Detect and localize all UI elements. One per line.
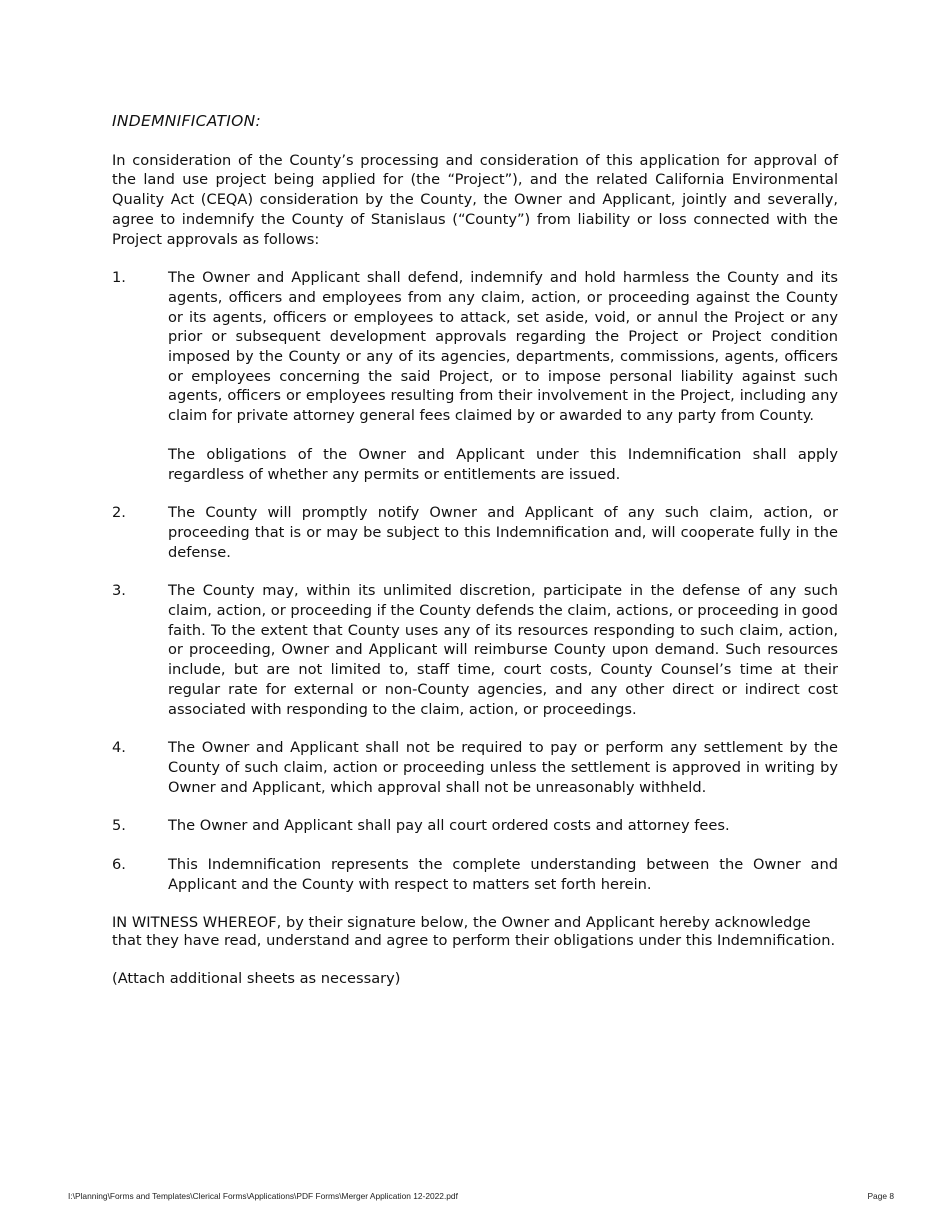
witness-paragraph: IN WITNESS WHEREOF, by their signature below, the Owner and Applicant hereby acknowledge that they have read, understand and agree to perform their obligations under this Indemnification. xyxy=(112,913,836,949)
list-item-3 xyxy=(112,581,838,719)
list-item-number: 3. xyxy=(112,582,126,600)
footer-page-number: Page 8 xyxy=(867,1191,894,1201)
list-item-number: 4. xyxy=(112,739,126,757)
list-item-4 xyxy=(112,738,838,797)
list-item-paragraph: This Indemnification represents the complete understanding between the Owner and Applicant and the County with respect to matters set forth herein. xyxy=(168,856,838,893)
list-item-paragraph: The Owner and Applicant shall defend, indemnify and hold harmless the County and its agents, officers and employees from any claim, action, or proceeding against the County or its agents, officers or employees to attack, set aside, void, or annul the Project or any prior or subsequent development approvals regarding the Project or Project condition imposed by the County or any of its agencies, departments, commissions, agents, officers or employees concerning the said Project, or to impose personal liability against such agents, officers or employees resulting from their involvement in the Project, including any claim for private attorney general fees claimed by or awarded to any party from County. xyxy=(168,269,838,425)
list-item-body xyxy=(168,738,838,797)
list-item-body xyxy=(168,268,838,484)
list-item-number: 6. xyxy=(112,856,126,874)
document-page xyxy=(112,112,838,988)
list-item-1 xyxy=(112,268,838,484)
attach-note: (Attach additional sheets as necessary) xyxy=(112,969,401,987)
page-footer xyxy=(68,1191,894,1201)
list-item-paragraph: The Owner and Applicant shall not be required to pay or perform any settlement by the County of such claim, action or proceeding unless the settlement is approved in writing by Owner and Applicant, which approval shall not be unreasonably withheld. xyxy=(168,739,838,796)
list-item-5 xyxy=(112,816,838,836)
footer-file-path: I:\Planning\Forms and Templates\Clerical Forms\Applications\PDF Forms\Merger Application 12-2022.pdf xyxy=(68,1191,458,1201)
list-item-body xyxy=(168,816,838,836)
list-item-body xyxy=(168,503,838,562)
list-item-body xyxy=(168,581,838,719)
list-item-6 xyxy=(112,855,838,894)
list-item-paragraph: The County will promptly notify Owner and Applicant of any such claim, action, or proceeding that is or may be subject to this Indemnification and, will cooperate fully in the defense. xyxy=(168,504,838,561)
list-item-paragraph: The Owner and Applicant shall pay all court ordered costs and attorney fees. xyxy=(168,817,730,835)
list-item-paragraph: The obligations of the Owner and Applicant under this Indemnification shall apply regardless of whether any permits or entitlements are issued. xyxy=(168,445,838,483)
list-item-number: 1. xyxy=(112,269,126,287)
list-item-body xyxy=(168,855,838,894)
list-item-number: 2. xyxy=(112,504,126,522)
section-heading: INDEMNIFICATION: xyxy=(112,112,262,130)
list-item-2 xyxy=(112,503,838,562)
intro-paragraph: In consideration of the County’s processing and consideration of this application for approval of the land use project being applied for (the “Project”), and the related California Environmental Quality Act (CEQA) consideration by the County, the Owner and Applicant, jointly and severally, agree to indemnify the County of Stanislaus (“County”) from liability or loss connected with the Project approvals as follows: xyxy=(112,151,838,248)
list-item-number: 5. xyxy=(112,817,126,835)
list-item-paragraph: The County may, within its unlimited discretion, participate in the defense of any such claim, action, or proceeding if the County defends the claim, actions, or proceeding in good faith. To the extent that County uses any of its resources responding to such claim, action, or proceeding, Owner and Applicant will reimburse County upon demand. Such resources include, but are not limited to, staff time, court costs, County Counsel’s time at their regular rate for external or non-County agencies, and any other direct or indirect cost associated with responding to the claim, action, or proceedings. xyxy=(168,582,838,718)
